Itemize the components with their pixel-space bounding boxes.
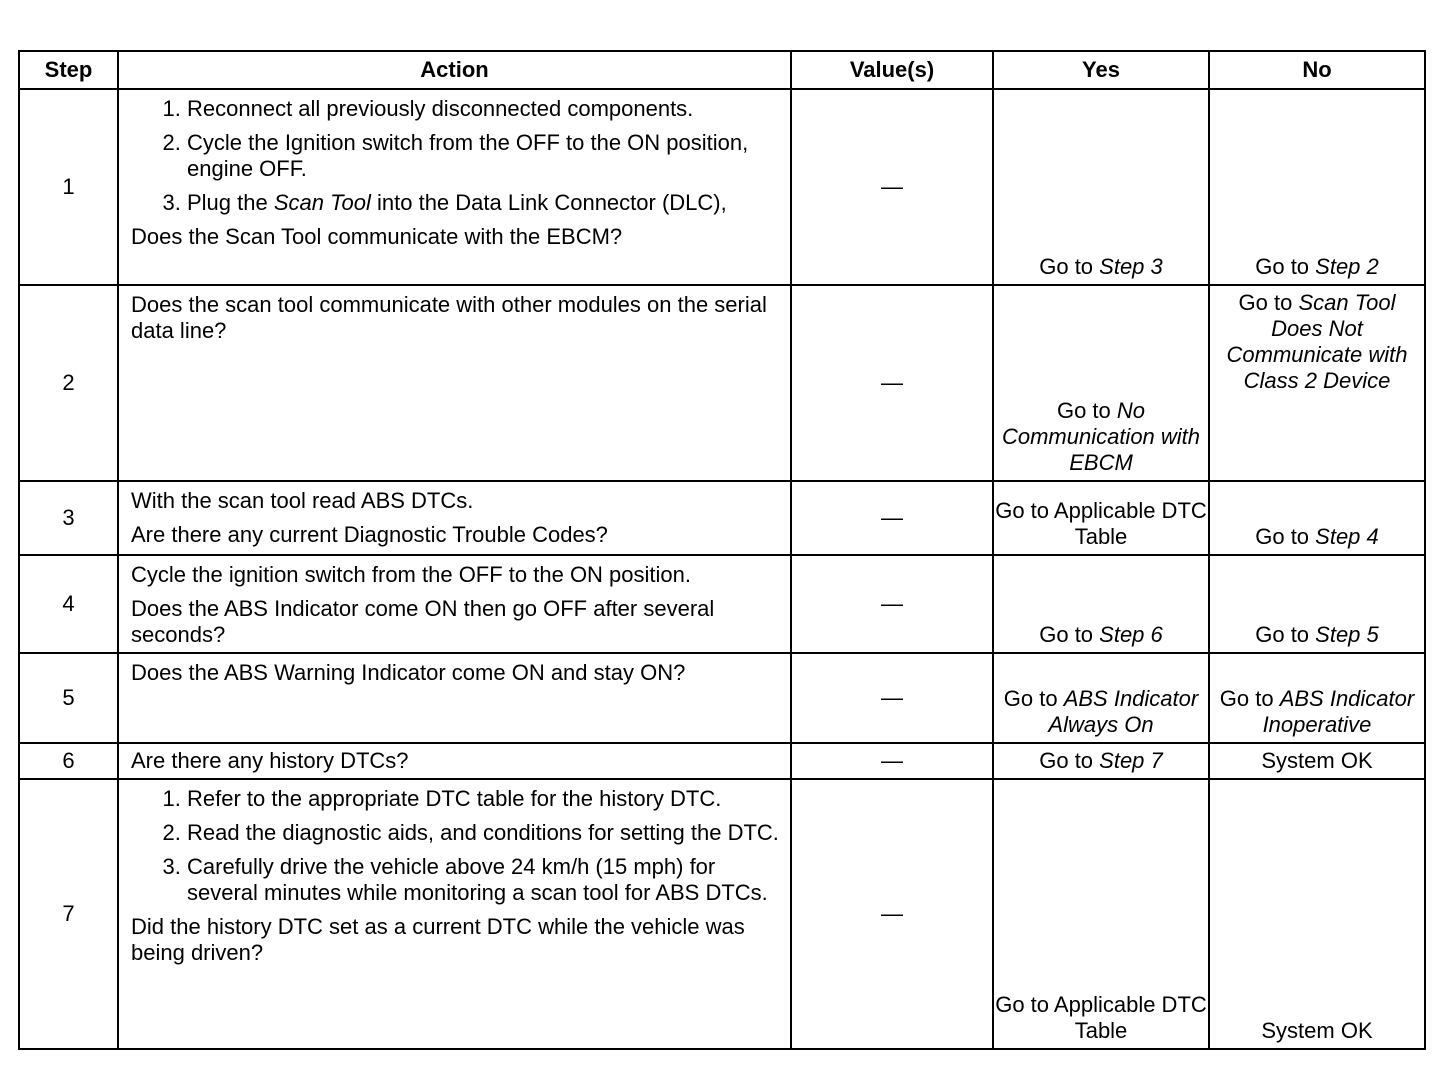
step-number: 4 [19, 555, 118, 653]
header-step: Step [19, 51, 118, 89]
action-item: 1. Reconnect all previously disconnected components. [187, 96, 780, 122]
header-action: Action [118, 51, 791, 89]
table-row-step-1 [19, 89, 1425, 285]
yes-cell: Go to Step 7 [993, 743, 1209, 779]
action-cell [118, 89, 791, 285]
action-item: 2. Read the diagnostic aids, and conditions for setting the DTC. [187, 820, 780, 846]
action-list [131, 786, 780, 914]
action-question: Does the ABS Indicator come ON then go OFF after several seconds? [131, 596, 715, 647]
value-cell: — [791, 555, 993, 653]
yes-cell: Go to Step 6 [993, 555, 1209, 653]
action-item: 1. Refer to the appropriate DTC table for the history DTC. [187, 786, 780, 812]
action-cell [118, 653, 791, 743]
yes-cell: Go to Step 3 [993, 89, 1209, 285]
header-no: No [1209, 51, 1425, 89]
value-cell: — [791, 743, 993, 779]
no-cell: Go to Step 2 [1209, 89, 1425, 285]
value-cell: — [791, 653, 993, 743]
table-row-step-5 [19, 653, 1425, 743]
header-yes: Yes [993, 51, 1209, 89]
action-question: Does the Scan Tool communicate with the EBCM? [131, 224, 623, 249]
action-cell [118, 555, 791, 653]
step-number: 1 [19, 89, 118, 285]
no-cell: System OK [1209, 743, 1425, 779]
diagnostic-table [18, 50, 1426, 1050]
action-question: Does the ABS Warning Indicator come ON and stay ON? [131, 660, 686, 685]
action-text: With the scan tool read ABS DTCs. [131, 488, 474, 513]
action-cell [118, 481, 791, 555]
header-values: Value(s) [791, 51, 993, 89]
no-cell: Go to Scan Tool Does Not Communicate with Class 2 Device [1209, 285, 1425, 481]
action-cell [118, 285, 791, 481]
table-row-step-4 [19, 555, 1425, 653]
no-cell: Go to Step 5 [1209, 555, 1425, 653]
action-question: Are there any history DTCs? [131, 748, 409, 773]
step-number: 2 [19, 285, 118, 481]
action-question: Does the scan tool communicate with other modules on the serial data line? [131, 292, 767, 343]
action-item: 3. Plug the Scan Tool into the Data Link Connector (DLC), [187, 190, 780, 216]
table-row-step-6 [19, 743, 1425, 779]
action-question: Are there any current Diagnostic Trouble Codes? [131, 522, 608, 547]
no-cell: Go to ABS Indicator Inoperative [1209, 653, 1425, 743]
action-list [131, 96, 780, 224]
value-cell: — [791, 285, 993, 481]
yes-cell: Go to No Communication with EBCM [993, 285, 1209, 481]
table-row-step-7 [19, 779, 1425, 1049]
action-item: 2. Cycle the Ignition switch from the OFF to the ON position, engine OFF. [187, 130, 780, 182]
step-number: 3 [19, 481, 118, 555]
action-text: Cycle the ignition switch from the OFF to the ON position. [131, 562, 692, 587]
action-question: Did the history DTC set as a current DTC while the vehicle was being driven? [131, 914, 745, 965]
yes-cell: Go to ABS Indicator Always On [993, 653, 1209, 743]
value-cell: — [791, 89, 993, 285]
action-cell [118, 743, 791, 779]
no-cell: Go to Step 4 [1209, 481, 1425, 555]
step-number: 7 [19, 779, 118, 1049]
header-row [19, 51, 1425, 89]
yes-cell: Go to Applicable DTC Table [993, 481, 1209, 555]
value-cell: — [791, 779, 993, 1049]
action-cell [118, 779, 791, 1049]
yes-cell: Go to Applicable DTC Table [993, 779, 1209, 1049]
value-cell: — [791, 481, 993, 555]
no-cell: System OK [1209, 779, 1425, 1049]
step-number: 6 [19, 743, 118, 779]
step-number: 5 [19, 653, 118, 743]
action-item: 3. Carefully drive the vehicle above 24 km/h (15 mph) for several minutes while monitoring a scan tool for ABS DTCs. [187, 854, 780, 906]
table-row-step-3 [19, 481, 1425, 555]
table-row-step-2 [19, 285, 1425, 481]
